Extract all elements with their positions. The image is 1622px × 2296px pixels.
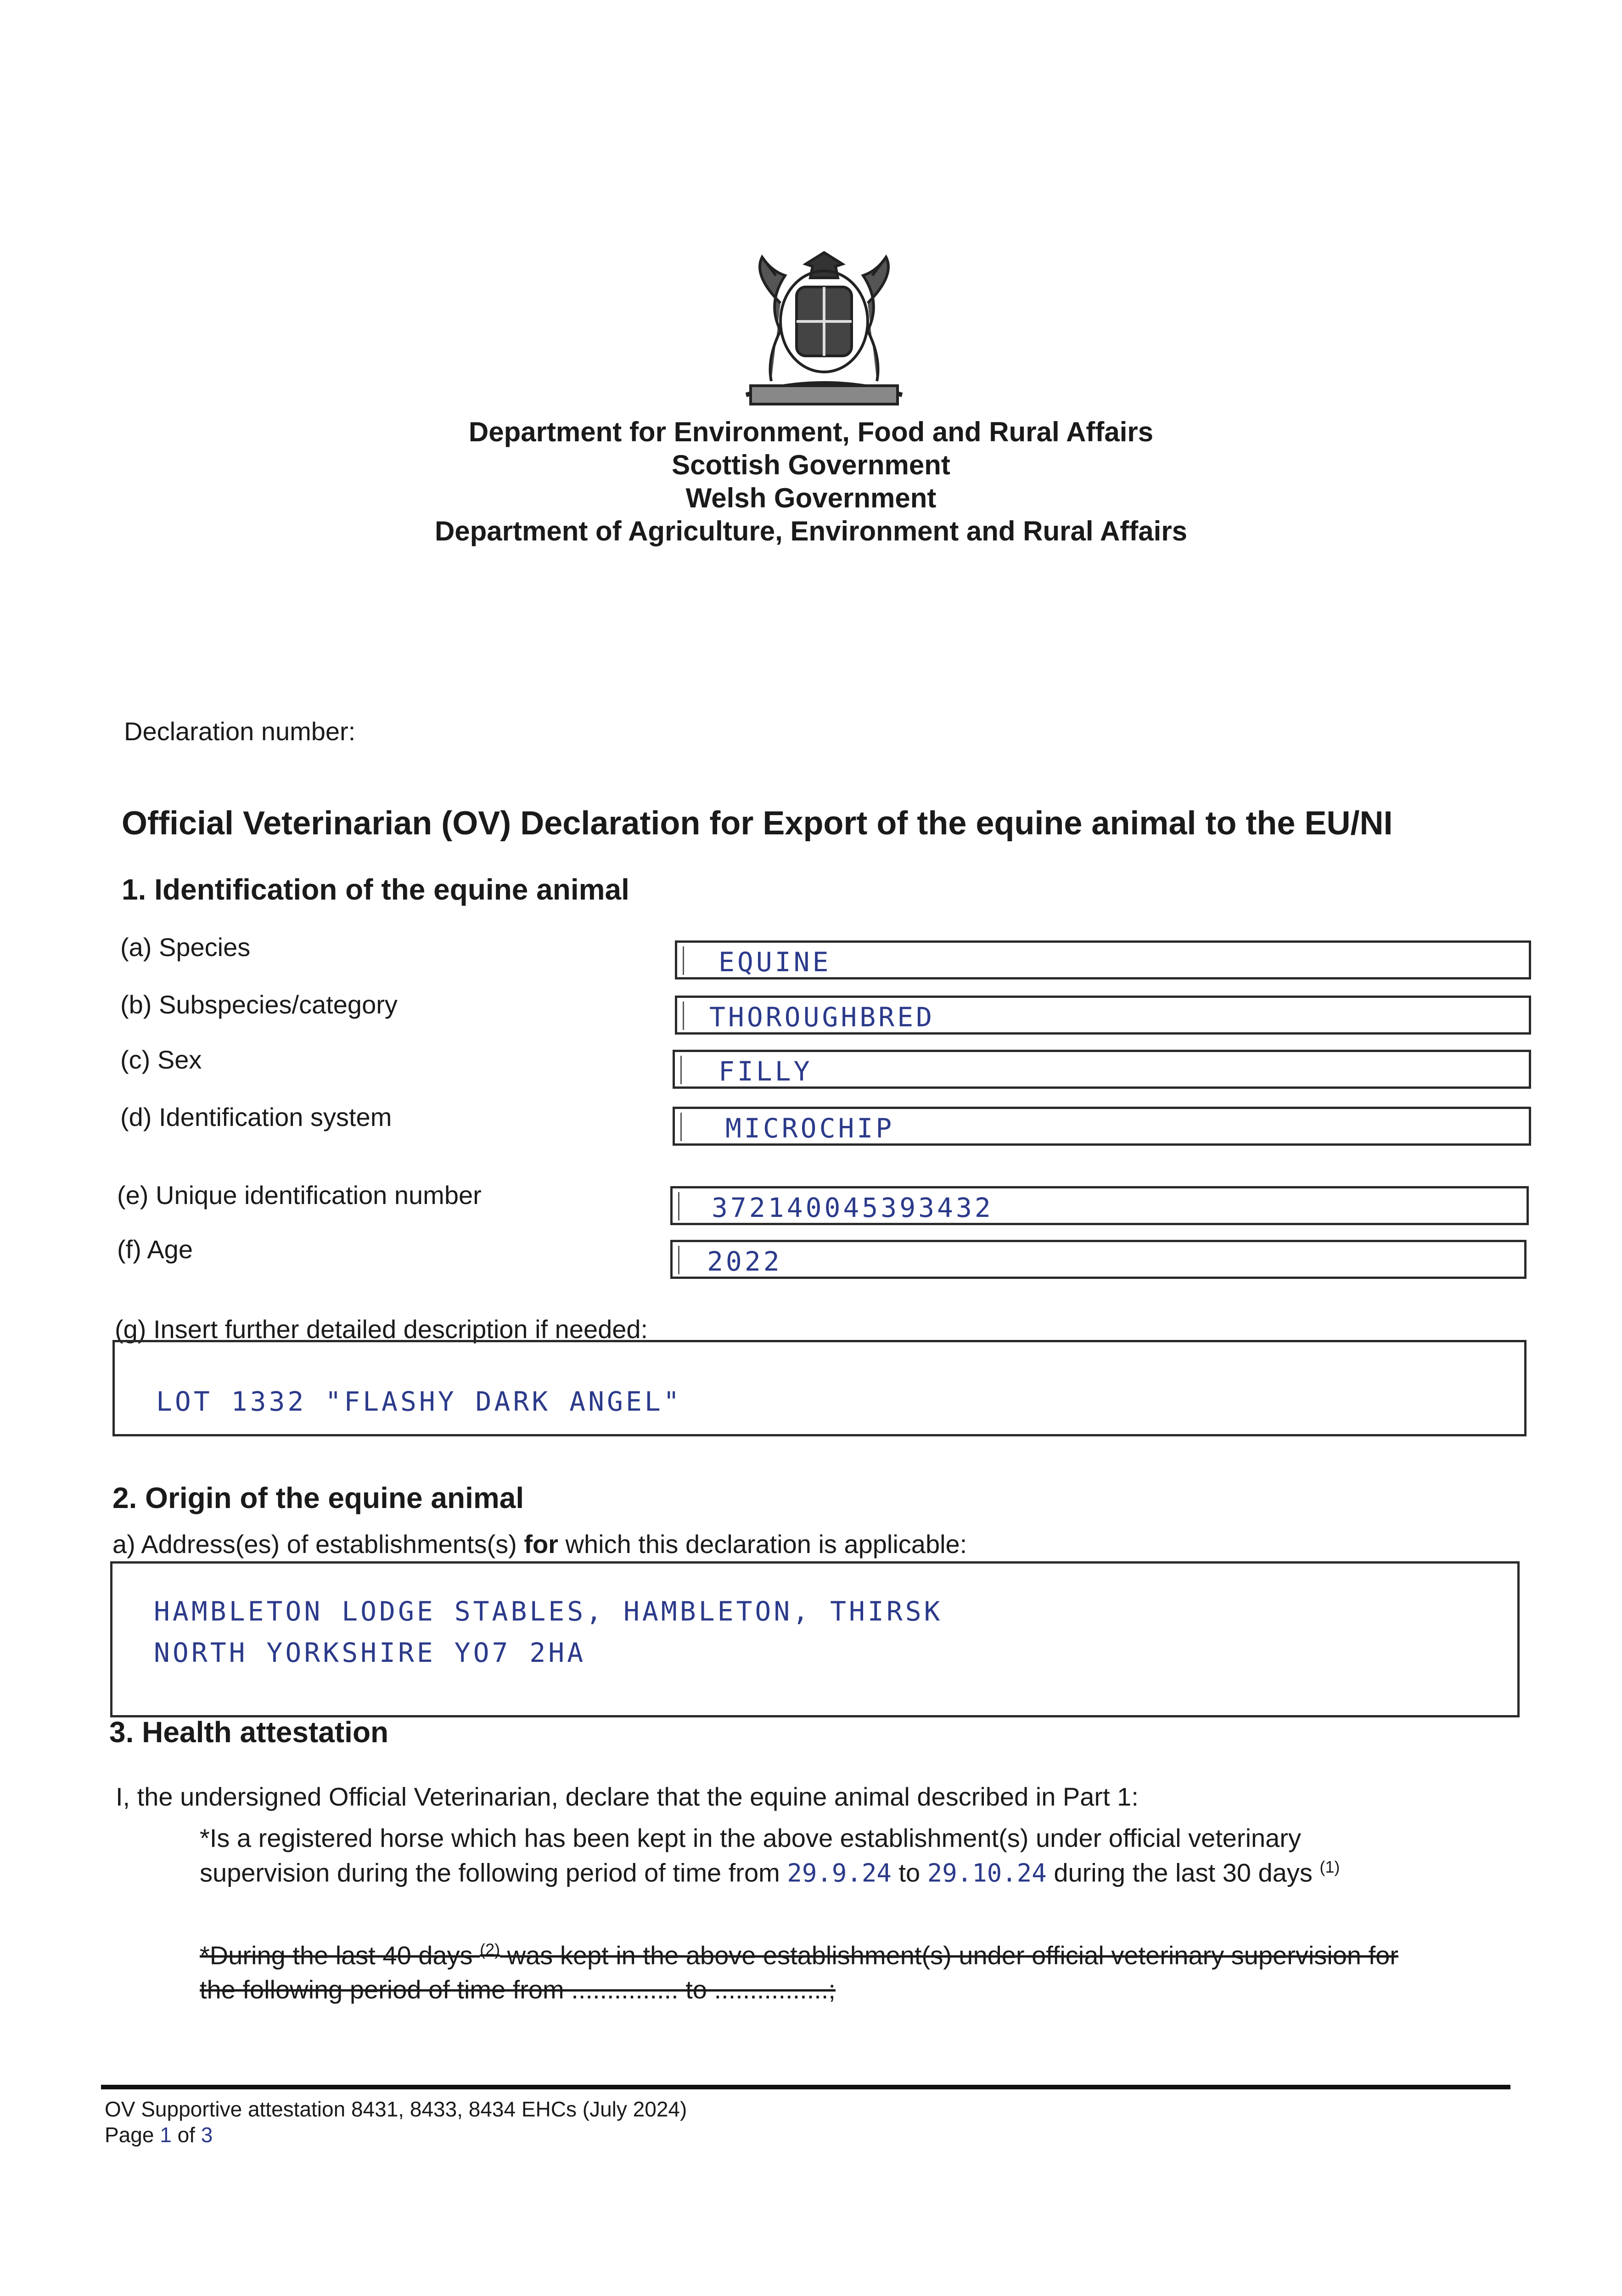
attestation-para-1-text-a: supervision during the following period of time from (200, 1858, 787, 1887)
footer-divider (101, 2085, 1510, 2089)
department-welsh-government: Welsh Government (685, 483, 937, 513)
page-of: of (171, 2123, 201, 2147)
sex-field[interactable] (673, 1050, 1531, 1089)
attestation-para-1-to: to (891, 1858, 927, 1887)
age-field[interactable] (670, 1240, 1527, 1279)
further-description-field[interactable] (112, 1340, 1527, 1436)
address-label-bold: for (524, 1530, 558, 1559)
address-label (112, 1529, 967, 1559)
species-label: (a) Species (120, 933, 251, 962)
page-prefix: Page (105, 2123, 160, 2147)
attestation-para-2-text-a: *During the last 40 days (200, 1941, 480, 1970)
identification-system-field[interactable] (673, 1107, 1531, 1146)
section-2-heading: 2. Origin of the equine animal (112, 1481, 524, 1514)
address-label-part-1: a) Address(es) of establishments(s) (112, 1530, 524, 1559)
attestation-para-2-line-2: the following period of time from ............... to ................; (200, 1975, 836, 2004)
department-daera: Department of Agriculture, Environment and Rural Affairs (434, 516, 1188, 546)
attestation-para-1-text-b: during the last 30 days (1046, 1858, 1320, 1887)
subspecies-field[interactable] (675, 996, 1531, 1035)
date-from-value: 29.9.24 (787, 1858, 892, 1888)
page-current: 1 (160, 2123, 172, 2147)
attestation-para-2-text-b: was kept in the above establishment(s) under official veterinary supervision for (500, 1941, 1398, 1970)
health-attestation-intro: I, the undersigned Official Veterinarian, declare that the equine animal described in Part 1: (116, 1782, 1139, 1811)
further-description-value: LOT 1332 "FLASHY DARK ANGEL" (156, 1386, 682, 1417)
department-defra: Department for Environment, Food and Rural Affairs (468, 416, 1154, 447)
unique-id-label: (e) Unique identification number (117, 1181, 482, 1210)
further-description-label: (g) Insert further detailed description if needed: (115, 1315, 648, 1344)
species-value: EQUINE (718, 946, 831, 978)
footnote-1-marker: (1) (1319, 1857, 1340, 1876)
address-field[interactable] (110, 1561, 1520, 1717)
species-field[interactable] (675, 940, 1531, 979)
subspecies-value: THOROUGHBRED (709, 1002, 935, 1033)
sex-label: (c) Sex (120, 1045, 202, 1074)
age-value: 2022 (707, 1246, 782, 1277)
section-3-heading: 3. Health attestation (109, 1716, 389, 1749)
address-line-1: HAMBLETON LODGE STABLES, HAMBLETON, THIRSK (154, 1596, 943, 1627)
unique-id-value: 372140045393432 (712, 1192, 993, 1223)
attestation-para-1-line-1: *Is a registered horse which has been kept in the above establishment(s) under official veterinary (200, 1823, 1301, 1852)
identification-system-label: (d) Identification system (120, 1103, 392, 1131)
footnote-2-marker: (2) (480, 1940, 500, 1959)
attestation-para-2-line-1 (200, 1940, 1398, 1970)
address-label-part-2: which this declaration is applicable: (558, 1530, 967, 1559)
date-to-value: 29.10.24 (927, 1858, 1047, 1888)
unique-id-field[interactable] (670, 1186, 1529, 1225)
attestation-para-1-line-2 (200, 1857, 1340, 1888)
age-label: (f) Age (117, 1235, 193, 1264)
declaration-number-label: Declaration number: (124, 717, 356, 746)
address-line-2: NORTH YORKSHIRE YO7 2HA (154, 1637, 586, 1668)
identification-system-value: MICROCHIP (725, 1113, 895, 1144)
page-total: 3 (201, 2123, 213, 2147)
footer-attestation-ref: OV Supportive attestation 8431, 8433, 8434 EHCs (July 2024) (105, 2097, 687, 2121)
royal-coat-of-arms-icon (718, 243, 930, 413)
page-title: Official Veterinarian (OV) Declaration for Export of the equine animal to the EU/NI (122, 805, 1393, 842)
sex-value: FILLY (718, 1056, 813, 1087)
footer-page-number (105, 2122, 213, 2148)
department-scottish-government: Scottish Government (672, 450, 950, 480)
section-1-heading: 1. Identification of the equine animal (122, 873, 629, 906)
subspecies-label: (b) Subspecies/category (120, 990, 398, 1019)
